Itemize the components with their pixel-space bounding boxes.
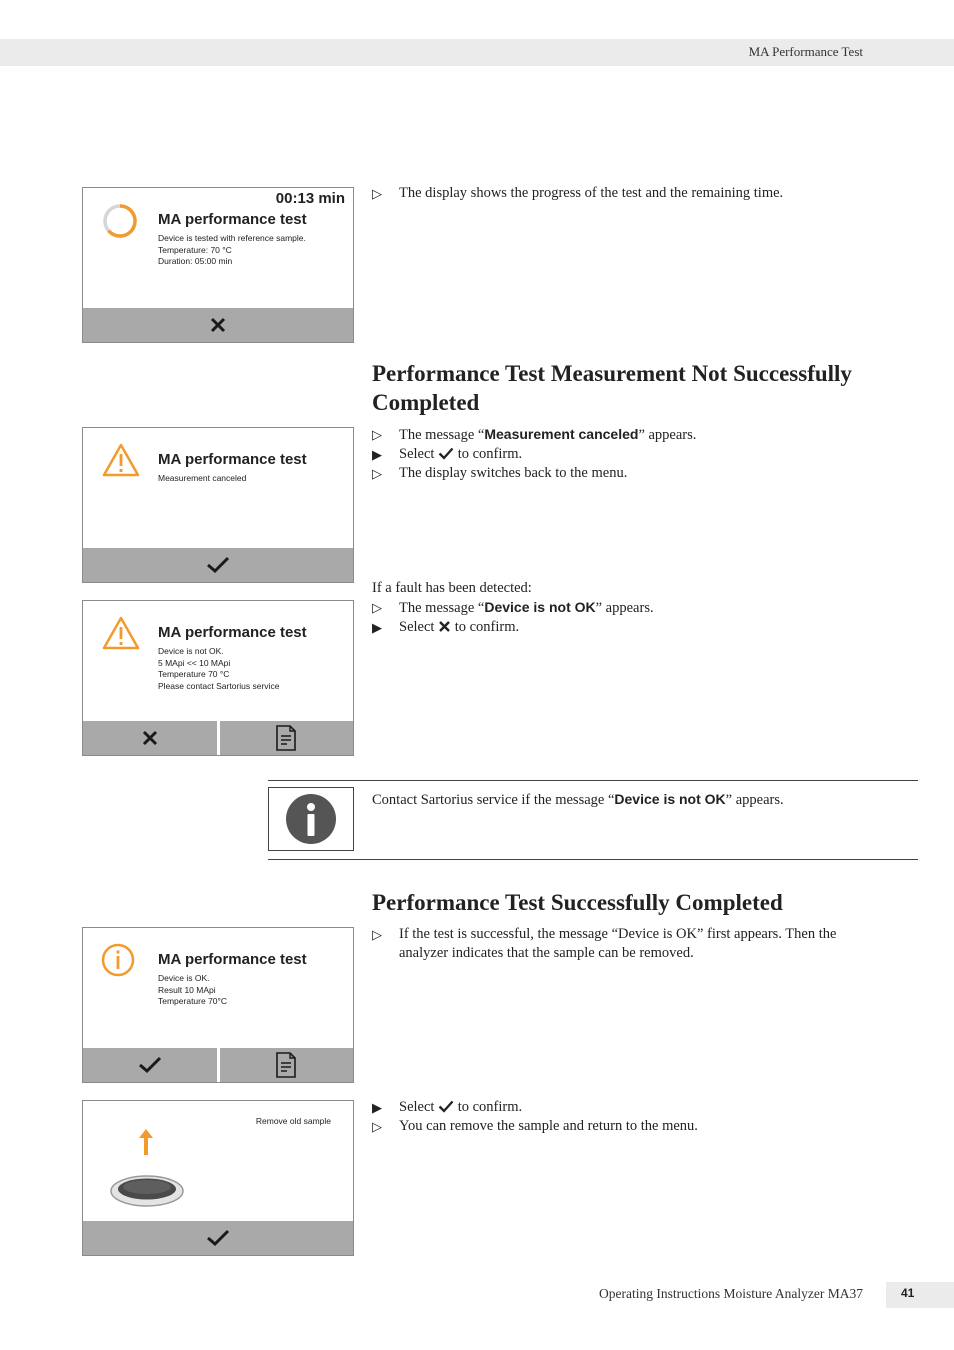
screen-ok <box>82 927 354 1083</box>
cancel-button[interactable] <box>83 721 217 755</box>
confirm-button[interactable] <box>83 548 353 582</box>
button-bar <box>83 1221 353 1255</box>
checkmark-icon <box>438 1100 454 1113</box>
screen-title: MA performance test <box>158 451 307 468</box>
progress-ring-icon <box>101 202 139 240</box>
document-icon <box>275 725 297 751</box>
screen-canceled <box>82 427 354 583</box>
report-button[interactable] <box>217 721 354 755</box>
screen-remove-sample <box>82 1100 354 1256</box>
warning-icon <box>101 442 141 478</box>
remaining-time: 00:13 min <box>275 190 345 207</box>
cancel-button[interactable] <box>83 308 353 342</box>
progress-note: ▷ The display shows the progress of the test and the remaining time. <box>372 185 784 201</box>
screen-message: Device is not OK. 5 MApi << 10 MApi Temperature 70 °C Please contact Sartorius service <box>158 646 280 691</box>
section-heading-ok: Performance Test Successfully Completed <box>372 890 783 915</box>
screen-not-ok <box>82 600 354 756</box>
screen-message: Device is tested with reference sample. Temperature: 70 °C Duration: 05:00 min <box>158 233 306 266</box>
checkmark-icon <box>206 556 230 574</box>
info-text: Contact Sartorius service if the message “Device is not OK” appears. <box>372 791 784 808</box>
warning-icon <box>101 615 141 651</box>
report-button[interactable] <box>217 1048 354 1082</box>
button-bar <box>83 1048 353 1082</box>
checkmark-icon <box>206 1229 230 1247</box>
fault-steps: If a fault has been detected: ▷ The message “Device is not OK” appears. ▶ Select to confirm. <box>372 580 654 635</box>
close-icon <box>438 620 451 633</box>
section-heading-not-ok: Performance Test Measurement Not Successfully Completed <box>372 361 852 415</box>
close-icon <box>141 729 159 747</box>
document-icon <box>275 1052 297 1078</box>
screen-title: MA performance test <box>158 951 307 968</box>
canceled-steps: ▷ The message “Measurement canceled” appears. ▶ Select to confirm. ▷ The display switches back to the menu. <box>372 426 697 481</box>
info-circle-icon <box>101 943 135 977</box>
info-rule-bottom <box>268 859 918 860</box>
screen-progress <box>82 187 354 343</box>
confirm-button[interactable] <box>83 1048 217 1082</box>
screen-message: Device is OK. Result 10 MApi Temperature 70°C <box>158 973 228 1006</box>
sample-pan-icon <box>109 1171 185 1209</box>
info-box <box>268 787 354 851</box>
button-bar <box>83 308 353 342</box>
document-title: Operating Instructions Moisture Analyzer MA37 <box>599 1286 863 1301</box>
ok-steps: ▷ If the test is successful, the message “Device is OK” first appears. Then the analyzer indicates that the sample can be removed. <box>372 926 837 961</box>
button-bar <box>83 548 353 582</box>
confirm-button[interactable] <box>83 1221 353 1255</box>
remove-steps: ▶ Select to confirm. ▷ You can remove the sample and return to the menu. <box>372 1099 698 1134</box>
close-icon <box>209 316 227 334</box>
screen-title: MA performance test <box>158 624 307 641</box>
arrow-up-icon <box>138 1128 154 1156</box>
checkmark-icon <box>138 1056 162 1074</box>
remove-sample-label: Remove old sample <box>255 1116 331 1126</box>
running-title: MA Performance Test <box>748 44 863 59</box>
screen-title: MA performance test <box>158 211 307 228</box>
checkmark-icon <box>438 447 454 460</box>
info-icon <box>285 793 337 845</box>
running-header <box>0 39 954 66</box>
info-rule-top <box>268 780 918 781</box>
screen-message: Measurement canceled <box>158 473 247 483</box>
page-number: 41 <box>886 1282 954 1308</box>
button-bar <box>83 721 353 755</box>
